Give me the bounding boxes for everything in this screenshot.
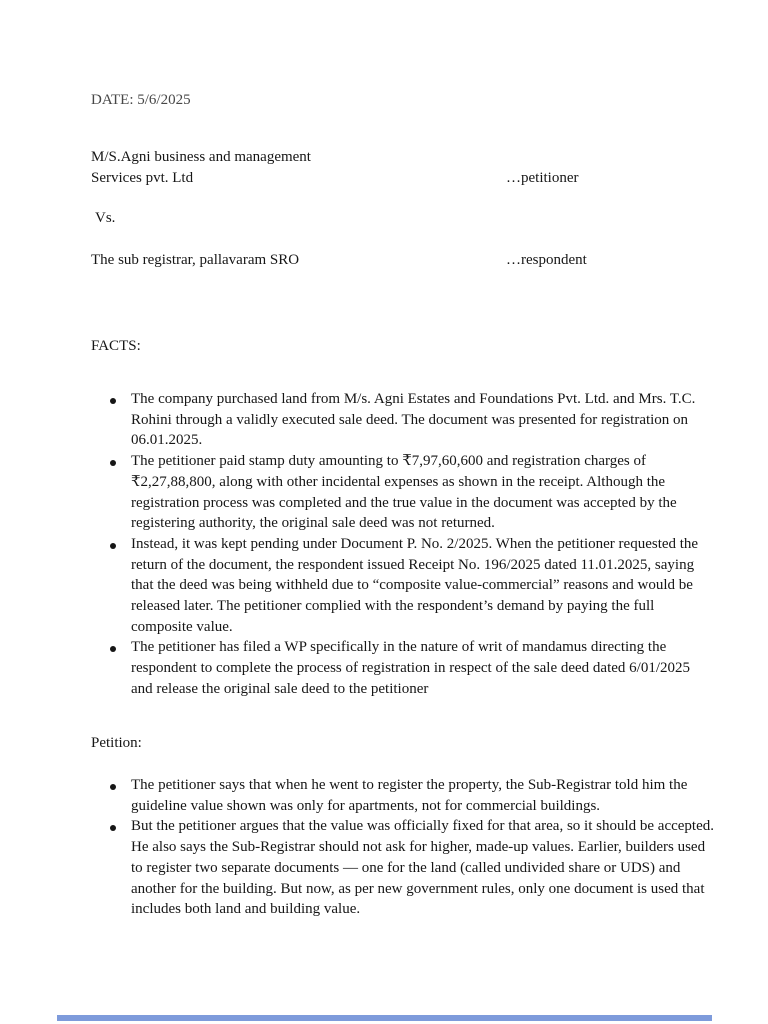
respondent-tag: …respondent — [506, 252, 587, 268]
petition-list — [131, 775, 715, 920]
bottom-blue-bar — [57, 1015, 712, 1021]
fact-item: The company purchased land from M/s. Agni Estates and Foundations Pvt. Ltd. and Mrs. T.C. Rohini through a validly executed sale deed. The document was presented for registration on 06.01.2025. — [131, 389, 715, 451]
petition-item: The petitioner says that when he went to register the property, the Sub-Registrar told him the guideline value shown was only for apartments, not for commercial buildings. — [131, 775, 715, 816]
petitioner-name-line2: Services pvt. Ltd — [91, 170, 194, 186]
petitioner-name-line1: M/S.Agni business and management — [91, 149, 311, 165]
date-line: DATE: 5/6/2025 — [91, 92, 191, 108]
fact-item: The petitioner has filed a WP specifically in the nature of writ of mandamus directing the respondent to complete the process of registration in respect of the sale deed dated 6/01/2025 and release the original sale deed to the petitioner — [131, 637, 715, 699]
versus-label: Vs. — [95, 210, 116, 226]
fact-item: The petitioner paid stamp duty amounting to ₹7,97,60,600 and registration charges of ₹2,27,88,800, along with other incidental expenses as shown in the receipt. Although the registration process was completed and the true value in the document was accepted by the registering authority, the original sale deed was not returned. — [131, 451, 715, 534]
petition-item: But the petitioner argues that the value was officially fixed for that area, so it should be accepted. He also says the Sub-Registrar should not ask for higher, made-up values. Earlier, builders used to register two separate documents — one for the land (called undivided share or UDS) and another for the building. But now, as per new government rules, only one document is used that includes both land and building value. — [131, 816, 715, 920]
petitioner-tag: …petitioner — [506, 170, 579, 186]
facts-list — [131, 389, 715, 700]
petition-heading: Petition: — [91, 735, 142, 751]
respondent-name: The sub registrar, pallavaram SRO — [91, 252, 300, 268]
facts-heading: FACTS: — [91, 338, 141, 354]
fact-item: Instead, it was kept pending under Document P. No. 2/2025. When the petitioner requested the return of the document, the respondent issued Receipt No. 196/2025 dated 11.01.2025, saying that the deed was being withheld due to “composite value-commercial” reasons and would be released later. The petitioner complied with the respondent’s demand by paying the full composite value. — [131, 534, 715, 638]
